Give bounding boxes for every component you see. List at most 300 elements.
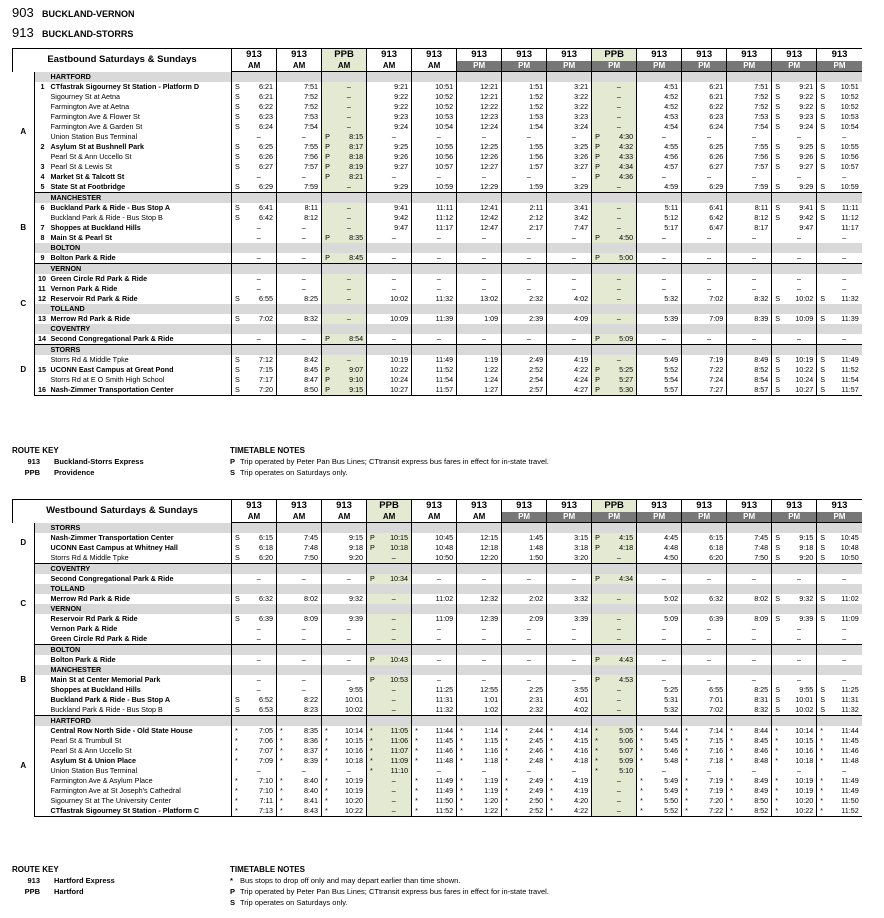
trip-marker [457, 355, 467, 365]
trip-marker [412, 92, 422, 102]
time-cell: – [602, 182, 637, 193]
trip-marker [637, 284, 647, 294]
time-cell: 2:49 [529, 355, 544, 364]
time-cell: – [481, 574, 486, 583]
trip-marker [727, 334, 737, 345]
trip-marker: * [637, 776, 647, 786]
trip-marker [592, 182, 602, 193]
trip-marker [277, 695, 287, 705]
time-cell [547, 564, 592, 575]
time-cell: 12:21 [480, 92, 499, 101]
stop-row [13, 796, 862, 806]
stop-number [35, 112, 48, 122]
trip-marker [502, 142, 512, 152]
time-cell: – [391, 284, 396, 293]
trip-marker: S [772, 314, 782, 324]
stop-number: 4 [35, 172, 48, 182]
time-cell: 5:49 [664, 776, 679, 785]
trip-marker: * [547, 736, 557, 746]
trip-marker [637, 314, 647, 324]
time-cell: – [782, 634, 817, 645]
time-cell: – [301, 675, 306, 684]
time-cell: – [842, 675, 847, 684]
trip-marker: * [502, 726, 512, 736]
trip-marker [727, 274, 737, 284]
route-key-code: 913 [27, 876, 40, 885]
time-cell [232, 564, 277, 575]
time-cell [277, 324, 322, 334]
time-cell [502, 716, 547, 727]
time-cell: 7:22 [692, 806, 727, 817]
trip-marker: * [367, 746, 377, 756]
stop-name: CTfastrak Sigourney St Station - Platform D [50, 82, 200, 91]
time-cell: 8:50 [754, 796, 769, 805]
trip-marker [592, 796, 602, 806]
trip-marker [592, 786, 602, 796]
trip-marker [367, 385, 377, 396]
time-cell: 9:22 [799, 102, 814, 111]
note-text: Trip operated by Peter Pan Bus Lines; CTtransit express bus fares in effect for in-state travel. [240, 887, 549, 896]
time-cell: 7:06 [259, 736, 274, 745]
trip-marker: P [592, 152, 602, 162]
route-column-header: 913 [727, 500, 772, 513]
trip-marker [682, 233, 692, 243]
time-cell: 10:19 [345, 786, 364, 795]
trip-marker [682, 334, 692, 345]
trip-marker [367, 705, 377, 716]
trip-marker [367, 375, 377, 385]
stop-number: 10 [35, 274, 48, 284]
trip-marker [817, 253, 827, 264]
trip-marker: * [637, 746, 647, 756]
time-cell [637, 604, 682, 614]
town-row [13, 584, 862, 594]
trip-marker [232, 284, 242, 294]
time-cell [682, 645, 727, 656]
time-cell: 3:29 [557, 182, 592, 193]
time-cell: – [481, 233, 486, 242]
time-cell [682, 345, 727, 356]
time-cell: 8:46 [754, 746, 769, 755]
trip-marker: * [727, 786, 737, 796]
time-cell: 10:15 [345, 736, 364, 745]
route-key-item [12, 875, 212, 886]
time-cell: 8:40 [304, 786, 319, 795]
trip-marker [457, 112, 467, 122]
route-header [12, 4, 135, 42]
trip-marker [367, 253, 377, 264]
time-cell: 11:39 [435, 314, 454, 323]
trip-marker [547, 334, 557, 345]
stop-number [35, 122, 48, 132]
trip-marker [547, 142, 557, 152]
trip-marker: P [322, 375, 332, 385]
trip-marker [727, 375, 737, 385]
route-key-code: PPB [24, 468, 40, 477]
trip-marker [592, 314, 602, 324]
time-cell: – [842, 624, 847, 633]
time-cell [727, 324, 772, 334]
trip-marker [277, 594, 287, 604]
time-cell: – [842, 274, 847, 283]
trip-marker [412, 253, 422, 264]
trip-marker: S [772, 614, 782, 624]
trip-marker [412, 82, 422, 92]
time-cell: 3:20 [557, 553, 592, 564]
trip-marker: * [322, 736, 332, 746]
time-cell [367, 193, 412, 204]
time-cell: 12:39 [480, 614, 499, 623]
time-cell: 12:29 [467, 182, 502, 193]
zone-label: C [13, 564, 35, 645]
time-cell: 2:54 [529, 375, 544, 384]
time-cell: 6:25 [259, 142, 274, 151]
stop-number: 12 [35, 294, 48, 304]
trip-marker: * [772, 746, 782, 756]
stop-number: 1 [35, 82, 48, 92]
trip-marker [367, 776, 377, 786]
time-cell [232, 523, 277, 534]
time-cell: 7:19 [709, 786, 724, 795]
table-title: Westbound Saturdays & Sundays [13, 500, 232, 523]
time-cell: – [481, 132, 486, 141]
time-cell: 7:52 [754, 102, 769, 111]
stop-number [35, 796, 48, 806]
time-cell [502, 304, 547, 314]
trip-marker: * [277, 796, 287, 806]
stop-name: Shoppes at Buckland Hills [50, 223, 141, 232]
trip-marker [412, 112, 422, 122]
trip-marker: S [817, 102, 827, 112]
trip-marker [502, 385, 512, 396]
trip-marker [637, 122, 647, 132]
time-cell: 1:55 [529, 142, 544, 151]
time-cell: 7:56 [754, 152, 769, 161]
time-cell [322, 716, 367, 727]
time-cell: – [692, 634, 727, 645]
trip-marker [727, 284, 737, 294]
trip-marker [637, 233, 647, 243]
time-cell: – [751, 274, 756, 283]
trip-marker [367, 553, 377, 564]
time-cell: 8:41 [304, 796, 319, 805]
trip-marker: S [772, 385, 782, 396]
trip-marker [502, 152, 512, 162]
trip-marker [277, 385, 287, 396]
time-cell [232, 584, 277, 594]
time-cell [637, 243, 682, 253]
trip-marker [412, 543, 422, 553]
time-cell: – [422, 253, 457, 264]
trip-marker [772, 766, 782, 776]
time-cell: 11:50 [435, 796, 454, 805]
trip-marker: * [817, 806, 827, 817]
trip-marker [682, 284, 692, 294]
time-cell: 11:46 [841, 746, 859, 755]
stop-number [35, 594, 48, 604]
time-cell: 10:18 [795, 756, 814, 765]
time-cell: – [377, 695, 412, 705]
time-cell [592, 665, 637, 675]
stop-number [35, 624, 48, 634]
time-cell: 5:45 [664, 736, 679, 745]
trip-marker [367, 162, 377, 172]
time-cell: 2:12 [529, 213, 544, 222]
time-cell: 2:48 [529, 756, 544, 765]
time-cell: – [706, 233, 711, 242]
trip-marker [277, 355, 287, 365]
trip-marker [592, 614, 602, 624]
trip-marker [322, 223, 332, 233]
time-cell: 6:20 [692, 553, 727, 564]
time-cell: – [737, 253, 772, 264]
time-cell [682, 584, 727, 594]
time-cell: 5:06 [602, 736, 637, 746]
trip-marker: * [547, 726, 557, 736]
time-cell [817, 345, 862, 356]
trip-marker [682, 766, 692, 776]
trip-marker [232, 172, 242, 182]
time-cell [592, 645, 637, 656]
time-cell: – [751, 675, 756, 684]
time-cell: – [706, 274, 711, 283]
stop-number [35, 355, 48, 365]
trip-marker [637, 695, 647, 705]
trip-marker [547, 294, 557, 304]
time-cell: 10:18 [377, 543, 412, 553]
time-cell: 3:23 [574, 112, 589, 121]
trip-marker [322, 695, 332, 705]
time-cell: 2:50 [529, 796, 544, 805]
time-cell: – [602, 786, 637, 796]
time-cell: – [602, 796, 637, 806]
trip-marker: * [412, 776, 422, 786]
trip-marker [502, 122, 512, 132]
time-cell: 11:52 [435, 365, 454, 374]
trip-marker: P [322, 152, 332, 162]
trip-marker [727, 574, 737, 584]
trip-marker [817, 132, 827, 142]
route-column-header: 913 [682, 49, 727, 62]
time-cell: 8:35 [332, 233, 367, 243]
time-cell: 6:55 [259, 294, 274, 303]
stop-name: Sigourney St at Aetna [50, 92, 121, 101]
time-cell: 10:15 [377, 533, 412, 543]
trip-marker [547, 233, 557, 243]
ampm-label: PM [637, 61, 682, 72]
trip-marker: S [817, 685, 827, 695]
trip-marker: S [817, 553, 827, 564]
time-cell: 10:02 [332, 705, 367, 716]
time-cell: 6:23 [709, 112, 724, 121]
stop-number: 8 [35, 233, 48, 243]
time-cell [277, 243, 322, 253]
trip-marker [367, 695, 377, 705]
stop-row [13, 223, 862, 233]
stop-number [35, 685, 48, 695]
trip-marker: S [817, 695, 827, 705]
time-cell: – [512, 253, 547, 264]
trip-marker [637, 274, 647, 284]
timetable-note [230, 897, 730, 908]
time-cell: – [346, 624, 351, 633]
time-cell: 8:44 [754, 726, 769, 735]
stop-number [35, 574, 48, 584]
route-key-code: PPB [24, 887, 40, 896]
trip-marker: * [277, 726, 287, 736]
town-name: COVENTRY [48, 324, 232, 334]
time-cell: 10:02 [390, 294, 409, 303]
time-cell: – [377, 705, 412, 716]
time-cell [592, 604, 637, 614]
time-cell: 9:18 [799, 543, 814, 552]
time-cell: – [602, 82, 637, 92]
time-cell: 3:39 [574, 614, 589, 623]
time-cell: 1:52 [529, 102, 544, 111]
trip-marker [457, 314, 467, 324]
trip-marker [727, 213, 737, 223]
trip-marker [637, 766, 647, 776]
route-column-header: PPB [592, 500, 637, 513]
time-cell [592, 72, 637, 83]
stop-row [13, 314, 862, 324]
time-cell: 8:17 [332, 142, 367, 152]
time-cell: 6:20 [242, 553, 277, 564]
time-cell: 5:00 [602, 253, 637, 264]
time-cell: – [346, 675, 351, 684]
trip-marker [592, 705, 602, 716]
town-name: COVENTRY [48, 564, 232, 575]
time-cell [277, 716, 322, 727]
trip-marker [682, 675, 692, 685]
trip-marker [817, 574, 827, 584]
time-cell: – [332, 284, 367, 294]
trip-marker [727, 365, 737, 375]
trip-marker [277, 253, 287, 264]
trip-marker: * [817, 776, 827, 786]
time-cell: – [842, 574, 847, 583]
trip-marker: S [232, 543, 242, 553]
trip-marker: P [592, 375, 602, 385]
time-cell: 9:47 [799, 223, 814, 232]
route-column-header: 913 [817, 49, 862, 62]
time-cell: 10:52 [840, 102, 859, 111]
time-cell: 11:49 [841, 355, 859, 364]
trip-marker: * [547, 786, 557, 796]
time-cell [727, 584, 772, 594]
ampm-label: PM [772, 512, 817, 523]
time-cell: 10:59 [422, 182, 457, 193]
trip-marker: * [772, 806, 782, 817]
stop-number [35, 193, 48, 204]
trip-marker [367, 796, 377, 806]
time-cell: 8:48 [754, 756, 769, 765]
trip-marker: * [457, 786, 467, 796]
ampm-label: PM [727, 512, 772, 523]
time-cell: 10:15 [795, 736, 814, 745]
time-cell: 10:27 [377, 385, 412, 396]
time-cell: 5:52 [664, 365, 679, 374]
trip-marker: * [637, 756, 647, 766]
time-cell: 7:07 [259, 746, 274, 755]
stop-name: Farmington Ave & Asylum Place [50, 776, 153, 785]
time-cell: 6:15 [709, 533, 724, 542]
time-cell: – [796, 624, 801, 633]
trip-marker [682, 655, 692, 665]
time-cell: 11:54 [435, 375, 454, 384]
time-cell [682, 324, 727, 334]
time-cell [457, 345, 502, 356]
stop-row [13, 614, 862, 624]
trip-marker [457, 284, 467, 294]
time-cell: – [377, 685, 412, 695]
trip-marker: * [727, 776, 737, 786]
time-cell: – [377, 796, 412, 806]
route-key-desc: Hartford [54, 887, 84, 896]
trip-marker [412, 213, 422, 223]
time-cell: 10:02 [782, 705, 817, 716]
time-cell: 5:12 [664, 213, 679, 222]
trip-marker: S [232, 385, 242, 396]
time-cell [772, 716, 817, 727]
trip-marker: * [277, 806, 287, 817]
time-cell: 10:01 [795, 695, 814, 704]
time-cell: 10:16 [795, 746, 814, 755]
trip-marker: * [772, 726, 782, 736]
time-cell: 8:18 [332, 152, 367, 162]
time-cell: 6:24 [709, 122, 724, 131]
ampm-label: PM [592, 61, 637, 72]
time-cell: 5:50 [664, 796, 679, 805]
trip-marker [412, 675, 422, 685]
time-cell [412, 604, 457, 614]
time-cell: 11:32 [841, 294, 859, 303]
trip-marker [547, 203, 557, 213]
time-cell: 4:27 [557, 385, 592, 396]
time-cell: 9:26 [394, 152, 409, 161]
time-cell: – [301, 132, 306, 141]
trip-marker [367, 203, 377, 213]
time-cell [457, 72, 502, 83]
time-cell: 6:32 [709, 594, 724, 603]
trip-marker [637, 375, 647, 385]
time-cell [367, 523, 412, 534]
time-cell: 8:43 [287, 806, 322, 817]
trip-marker [412, 274, 422, 284]
time-cell: – [256, 274, 261, 283]
trip-marker [727, 705, 737, 716]
note-symbol: S [230, 468, 236, 477]
time-cell: 9:55 [349, 685, 364, 694]
time-cell: 11:31 [435, 695, 454, 704]
trip-marker [682, 172, 692, 182]
time-cell [772, 523, 817, 534]
trip-marker: * [322, 756, 332, 766]
trip-marker [637, 152, 647, 162]
time-cell: 5:09 [602, 334, 637, 345]
trip-marker [322, 533, 332, 543]
trip-marker [232, 253, 242, 264]
route-column-header: 913 [727, 49, 772, 62]
time-cell: – [751, 132, 756, 141]
stop-name: Bolton Park & Ride [48, 253, 232, 264]
trip-marker [727, 355, 737, 365]
time-cell: 9:18 [349, 543, 364, 552]
time-cell [817, 604, 862, 614]
time-cell: – [602, 274, 637, 284]
stop-row [13, 766, 862, 776]
time-cell: – [481, 766, 486, 775]
